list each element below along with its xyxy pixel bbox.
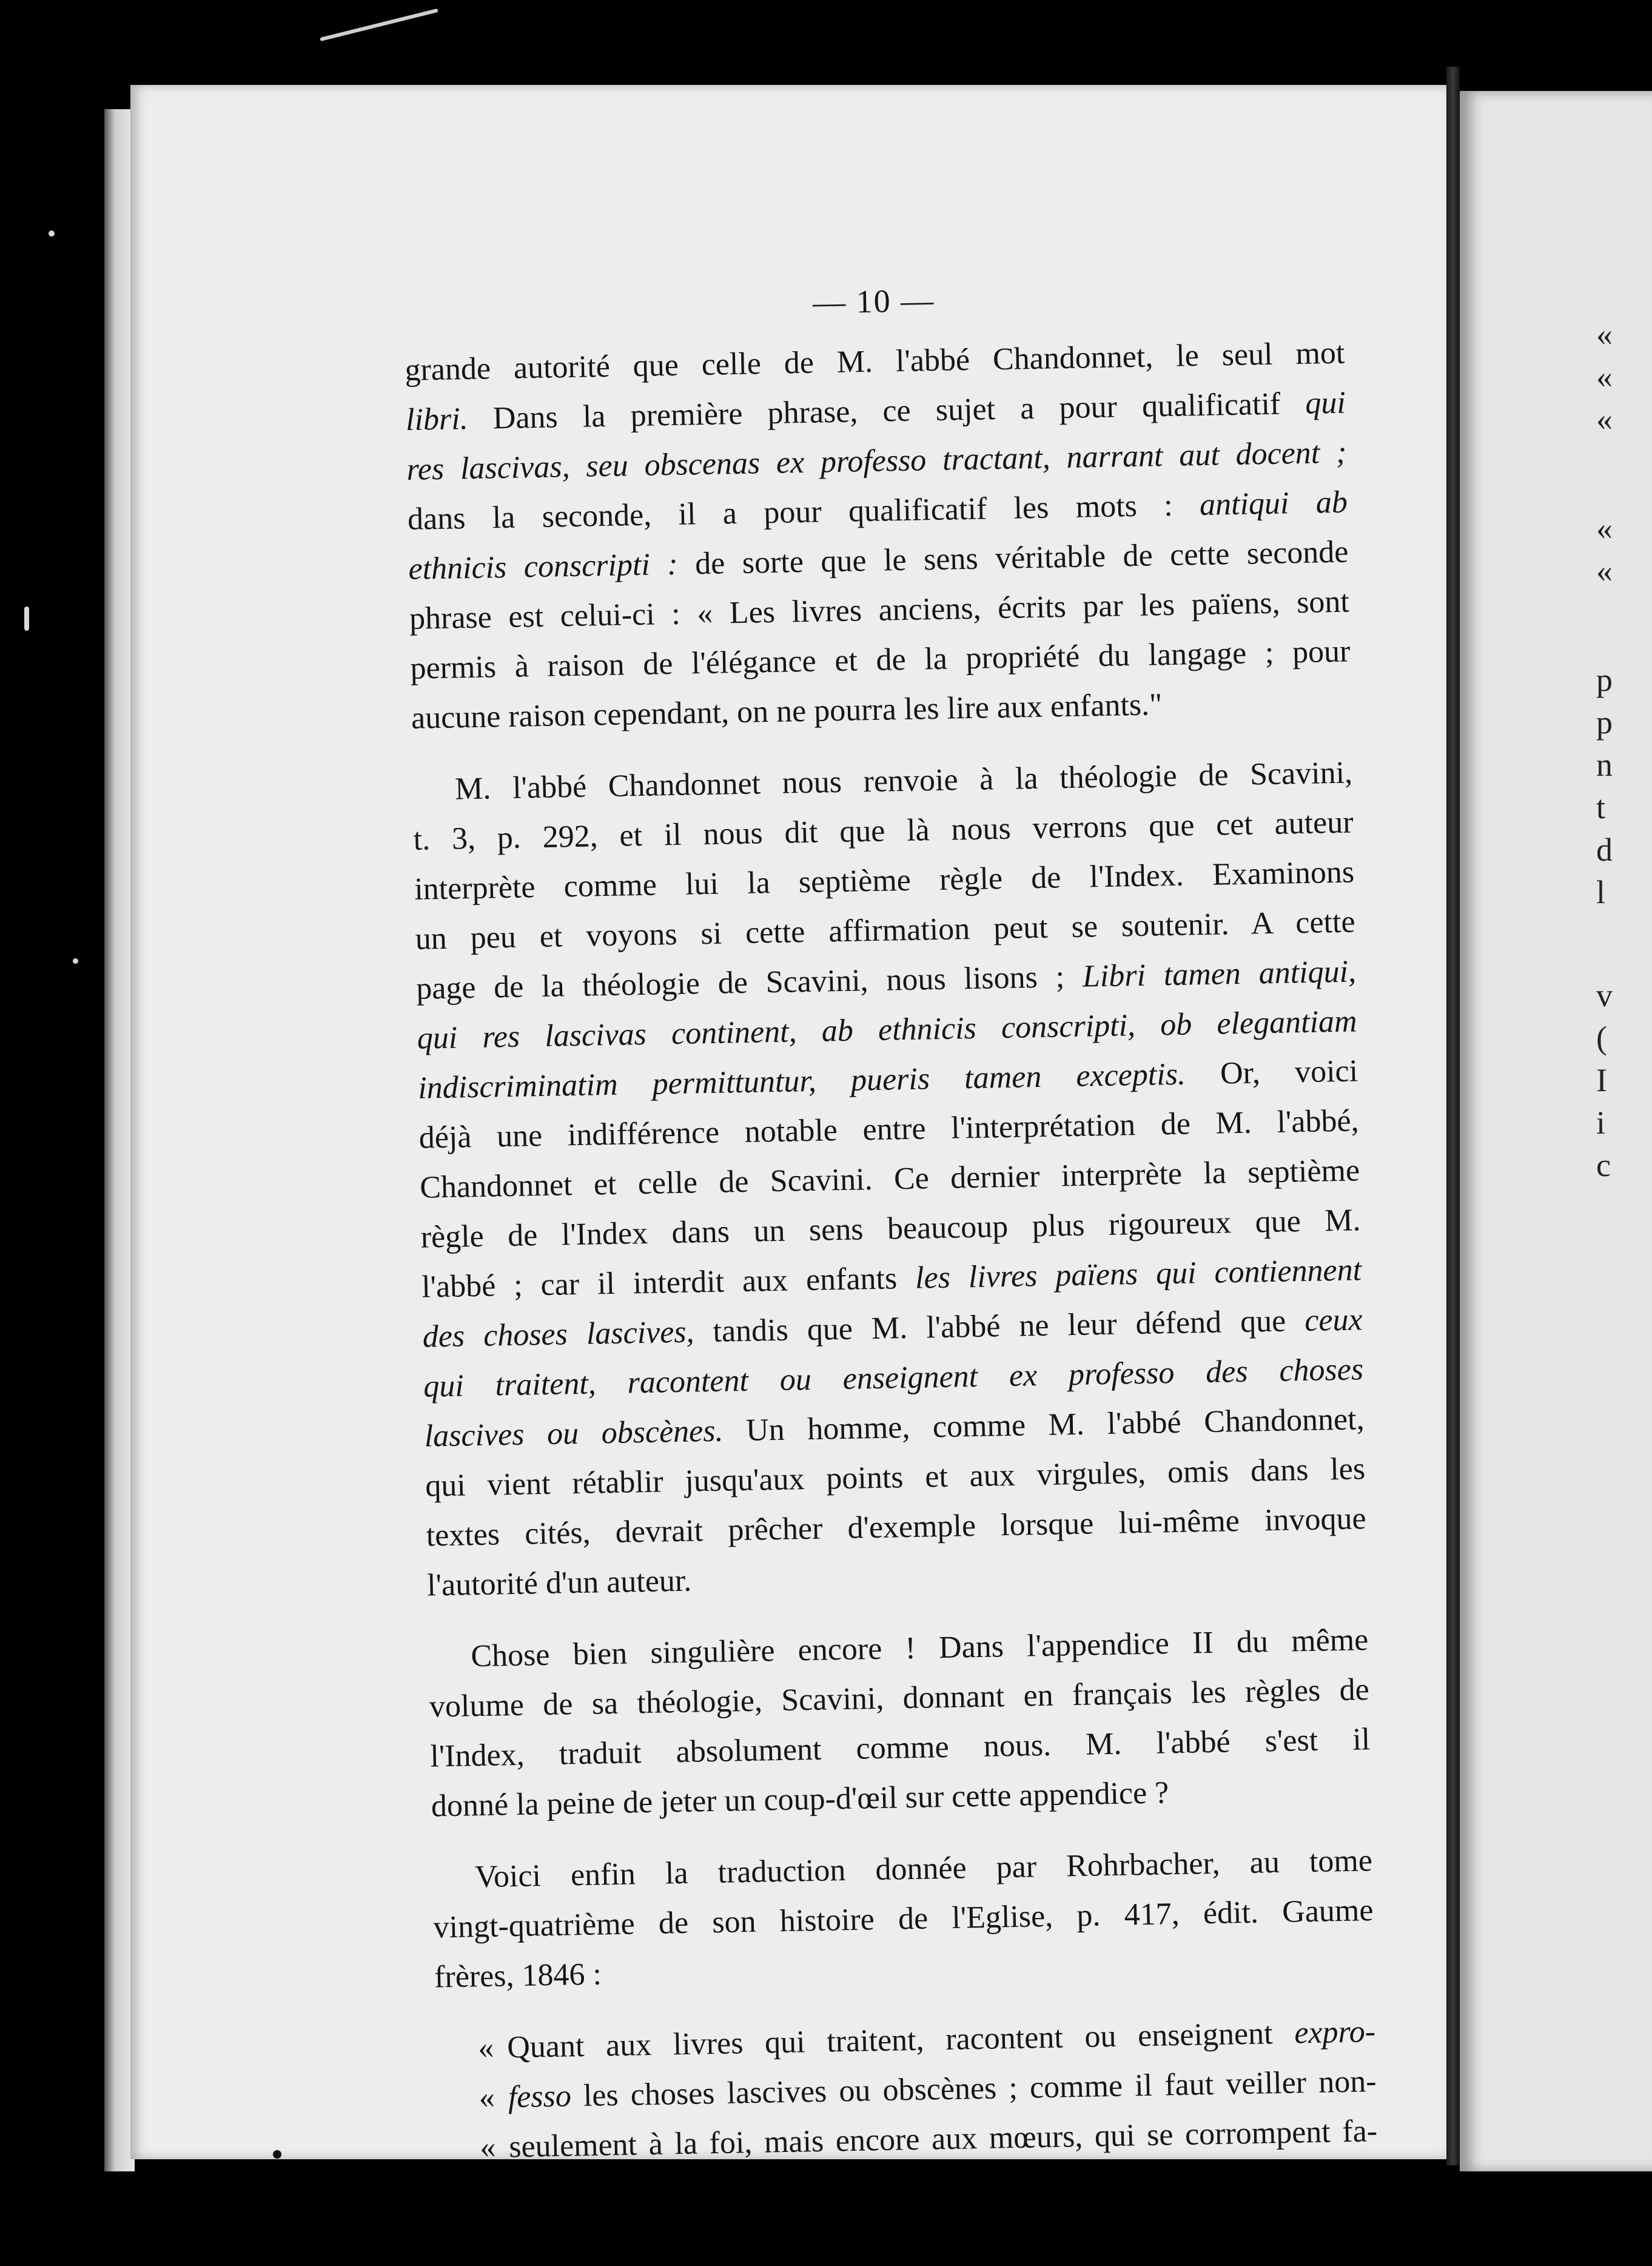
text-span: seulement à la foi, mais encore aux mœurs, qui se corrompent fa- [508, 2114, 1378, 2165]
quote-mark: « [478, 2080, 495, 2116]
next-page-fragment: c [1596, 1147, 1611, 1183]
scan-speck [73, 958, 78, 964]
next-page-fragment: p [1596, 704, 1613, 741]
next-page-fragment: d [1596, 832, 1613, 868]
paragraph-2 [412, 748, 1368, 1610]
text-line: aucune raison cependant, on ne pourra les lire aux enfants." [411, 687, 1163, 736]
latin-word: fesso [508, 2079, 572, 2115]
latin-word: libri. [405, 402, 469, 437]
next-page-fragment: I [1596, 1062, 1607, 1098]
text-line: textes cités, devrait prêcher d'exemple lorsque lui-même invoque [426, 1501, 1367, 1553]
text-span: tandis que M. l'abbé ne leur défend que [693, 1303, 1305, 1350]
text-line: phrase est celui-ci : « Les livres anciens, écrits par les païens, sont [409, 584, 1350, 636]
text-line: permis à raison de l'élégance et de la propriété du langage ; pour [410, 634, 1351, 686]
latin-word: qui [1304, 385, 1346, 421]
text-line: interprète comme lui la septième règle de l'Index. Examinons [414, 855, 1355, 907]
scan-speck [49, 230, 55, 237]
next-page-fragment: i [1596, 1104, 1606, 1141]
italic-phrase: les livres païens qui contiennent [915, 1252, 1362, 1296]
scan-speck [24, 607, 29, 631]
latin-phrase: indiscriminatim permittuntur, pueris tamen exceptis. [417, 1057, 1186, 1106]
next-page-fragment: l [1596, 874, 1606, 910]
text-span: de sorte que le sens véritable de cette seconde [677, 534, 1349, 582]
text-line: M. l'abbé Chandonnet nous renvoie à la théologie de Scavini, [454, 755, 1353, 807]
text-line: frères, 1846 : [434, 1957, 602, 1995]
text-span: les choses lascives ou obscènes ; comme il faut veiller non- [571, 2064, 1377, 2114]
text-line: Chandonnet et celle de Scavini. Ce dernier interprète la septième [419, 1153, 1360, 1205]
paragraph-3 [428, 1615, 1372, 1831]
text-span: dans la seconde, il a pour qualificatif les mots : [407, 488, 1200, 537]
latin-phrase: ethnicis conscripti : [408, 546, 679, 587]
text-span: page de la théologie de Scavini, nous lisons ; [415, 959, 1083, 1006]
next-page-fragment: p [1596, 662, 1613, 698]
text-span: Quant aux livres qui traitent, racontent ou enseignent [506, 2016, 1295, 2065]
page-number: — 10 — [812, 281, 935, 321]
next-page-fragment: « [1596, 401, 1613, 437]
italic-phrase: qui traitent, racontent ou enseignent ex professo des choses [423, 1352, 1364, 1404]
text-line: donné la peine de jeter un coup-d'œil sur cette appendice ? [431, 1775, 1169, 1824]
latin-phrase: antiqui ab [1199, 485, 1348, 522]
text-line: qui vient rétablir jusqu'aux points et aux virgules, omis dans les [425, 1451, 1366, 1504]
text-line: Chose bien singulière encore ! Dans l'appendice II du même [470, 1622, 1369, 1674]
next-page-fragment: « [1596, 510, 1613, 546]
text-line: Voici enfin la traduction donnée par Rohrbacher, au tome [474, 1843, 1373, 1895]
italic-word: ceux [1304, 1302, 1363, 1339]
text-span: l'abbé ; car il interdit aux enfants [421, 1260, 916, 1305]
page-text [403, 268, 1378, 2196]
next-page-fragment: t [1596, 789, 1606, 825]
paragraph-4 [432, 1836, 1374, 2002]
next-page-edge [1460, 91, 1652, 2171]
text-span: Dans la première phrase, ce sujet a pour qualificatif [468, 386, 1306, 437]
latin-phrase: res lascivas, seu obscenas ex professo tractant, narrant aut docent ; [406, 435, 1347, 487]
next-page-fragment: « [1596, 358, 1613, 395]
next-page-fragment: « [1596, 316, 1613, 352]
text-span: Or, voici [1185, 1054, 1358, 1092]
text-line: règle de l'Index dans un sens beaucoup plus rigoureux que M. [420, 1203, 1362, 1255]
scan-speck [273, 2150, 281, 2159]
text-line: t. 3, p. 292, et il nous dit que là nous verrons que cet auteur [413, 805, 1354, 857]
text-line: vingt-quatrième de son histoire de l'Eglise, p. 417, édit. Gaume [433, 1893, 1374, 1945]
latin-phrase: Libri tamen antiqui, [1082, 954, 1357, 994]
paragraph-1 [405, 329, 1352, 744]
next-page-fragment: n [1596, 747, 1613, 783]
italic-phrase: lascives ou obscènes. [424, 1413, 724, 1454]
scan-scratch [320, 8, 438, 41]
text-line: déjà une indifférence notable entre l'interprétation de M. l'abbé, [418, 1103, 1360, 1155]
italic-phrase: des choses lascives, [422, 1314, 695, 1354]
latin-word: expro- [1294, 2014, 1376, 2051]
text-span: Un homme, comme M. l'abbé Chandonnet, [722, 1402, 1365, 1448]
text-line: grande autorité que celle de M. l'abbé Chandonnet, le seul mot [405, 335, 1345, 388]
text-line: un peu et voyons si cette affirmation peut se soutenir. A cette [415, 904, 1356, 956]
latin-phrase: qui res lascivas continent, ab ethnicis conscripti, ob elegantiam [417, 1004, 1358, 1056]
quotation-block [435, 2007, 1378, 2173]
next-page-fragment: « [1596, 553, 1613, 589]
text-line: l'Index, traduit absolument comme nous. M. l'abbé s'est il [429, 1722, 1371, 1774]
next-page-fragment: v [1596, 977, 1613, 1014]
text-line: l'autorité d'un auteur. [426, 1563, 692, 1603]
text-line: volume de sa théologie, Scavini, donnant en français les règles de [429, 1672, 1370, 1724]
next-page-fragment: ( [1596, 1020, 1607, 1056]
quote-mark: « [479, 2130, 496, 2165]
book-spine [1446, 67, 1460, 2165]
quote-mark: « [477, 2030, 494, 2066]
